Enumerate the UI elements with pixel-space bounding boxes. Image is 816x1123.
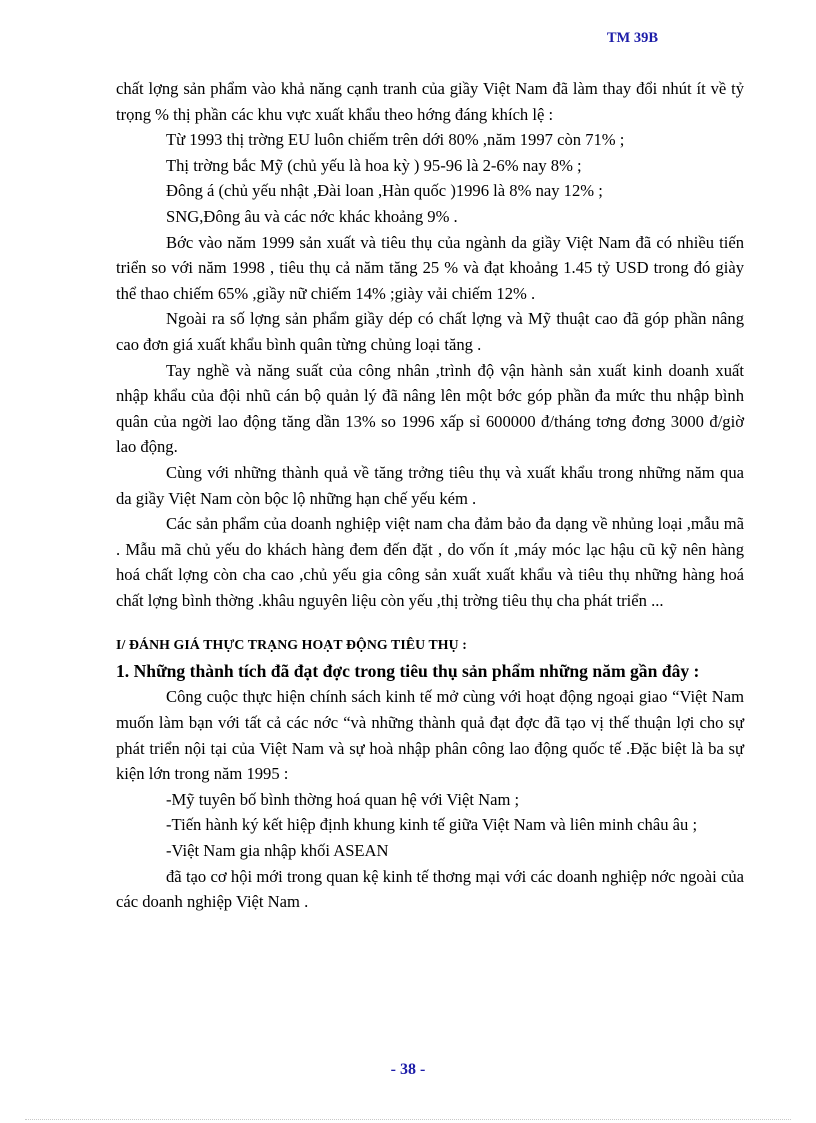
paragraph: Từ 1993 thị trờng EU luôn chiếm trên dới 80% ,năm 1997 còn 71% ; [166,130,625,150]
paragraph: Cùng với những thành quả về tăng trởng tiêu thụ và xuất khẩu trong những năm qua da giầy Việt Nam còn bộc lộ những hạn chế yếu kém . [116,462,744,508]
paragraph: -Mỹ tuyên bố bình thờng hoá quan hệ với Việt Nam ; [166,789,520,809]
paragraph: Các sản phẩm của doanh nghiệp việt nam cha đảm bảo đa dạng về nhủng loại ,mẫu mã . Mẫu mã chủ yếu do khách hàng đem đến đặt , do vốn ít ,máy móc lạc hậu cũ kỹ nên hàng hoá chất lợng còn cha cao ,chủ yếu gia công sản xuất xuất khẩu và tiêu thụ những hàng hoá chất lợng bình thờng .khâu nguyên liệu còn yếu ,thị trờng tiêu thụ cha phát triển ... [116,514,744,610]
paragraph: Thị trờng bắc Mỹ (chủ yếu là hoa kỳ ) 95-96 là 2-6% nay 8% ; [166,155,582,175]
document-body [116,76,744,915]
paragraph: -Việt Nam gia nhập khối ASEAN [166,841,389,861]
paragraph: Công cuộc thực hiện chính sách kinh tế mở cùng với hoạt động ngoại giao “Việt Nam muốn làm bạn với tất cả các nớc “và những thành quả đạt đợc đã tạo vị thế thuận lợi cho sự phát triển nội tại của Việt Nam và sự hoà nhập phân công lao động quốc tế .Đặc biệt là ba sự kiện lớn trong năm 1995 : [116,687,744,784]
page-number: - 38 - [390,1061,426,1078]
paragraph: -Tiến hành ký kết hiệp định khung kinh tế giữa Việt Nam và liên minh châu âu ; [166,815,698,835]
paragraph: Bớc vào năm 1999 sản xuất và tiêu thụ của ngành da giầy Việt Nam đã có nhiều tiến triển so với năm 1998 , tiêu thụ cả năm tăng 25 % và đạt khoảng 1.45 tỷ USD trong đó giày thể thao chiếm 65% ,giầy nữ chiếm 14% ;giày vải chiếm 12% . [116,232,744,303]
paragraph: đã tạo cơ hội mới trong quan kệ kinh tế thơng mại với các doanh nghiệp nớc ngoài của các doanh nghiệp Việt Nam . [116,866,744,912]
paragraph: chất lợng sản phẩm vào khả năng cạnh tranh của giầy Việt Nam đã làm thay đổi nhút ít về tỷ trọng % thị phần các khu vực xuất khẩu theo hớng đáng khích lệ : [116,79,744,124]
paragraph: Ngoài ra số lợng sản phẩm giầy dép có chất lợng và Mỹ thuật cao đã góp phần nâng cao đơn giá xuất khẩu bình quân từng chủng loại tăng . [116,309,744,354]
paragraph: Đông á (chủ yếu nhật ,Đài loan ,Hàn quốc )1996 là 8% nay 12% ; [166,181,603,201]
achievement-paragraphs [116,684,744,914]
page-bottom-divider [25,1119,791,1120]
section-heading: I/ ĐÁNH GIÁ THỰC TRẠNG HOẠT ĐỘNG TIÊU THỤ : [116,637,467,653]
intro-paragraphs [116,76,744,613]
paragraph: Tay nghề và năng suất của công nhân ,trình độ vận hành sản xuất kinh doanh xuất nhập khẩu của đội nhũ cán bộ quản lý đã nâng lên một bớc góp phần đa mức thu nhập bình quân của ngời lao động tăng dần 13% so 1996 xấp sỉ 600000 đ/tháng tơng đơng 3000 đ/giờ lao động. [116,360,744,457]
subsection-heading: 1. Những thành tích đã đạt đợc trong tiêu thụ sản phẩm những năm gần đây : [116,661,700,682]
paragraph: SNG,Đông âu và các nớc khác khoảng 9% . [166,206,458,226]
document-code: TM 39B [606,30,658,46]
